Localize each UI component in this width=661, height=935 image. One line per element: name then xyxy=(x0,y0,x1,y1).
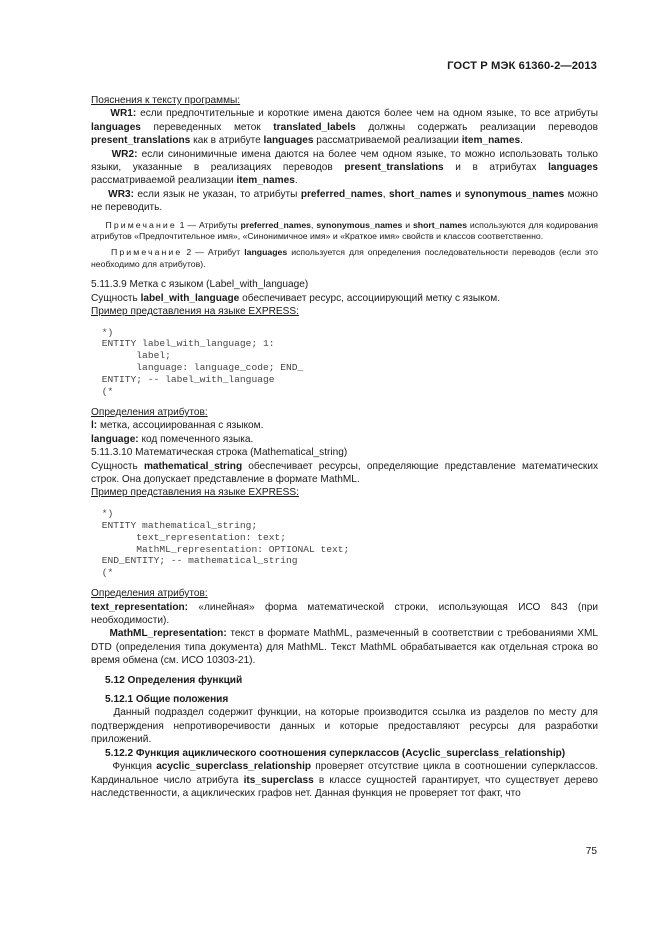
note-text: 1 — Атрибуты xyxy=(176,219,241,230)
attr-text: метка, ассоциированная с языком. xyxy=(97,420,264,432)
desc-text: обеспечивает ресурс, ассоциирующий метку с языком. xyxy=(239,292,501,304)
defs-title xyxy=(91,587,598,600)
code-line: text_representation: text; xyxy=(96,531,286,543)
wr2-text: и в атрибутах xyxy=(443,162,549,174)
defs-title xyxy=(91,406,598,419)
wr2-paragraph xyxy=(91,148,598,188)
attr-name: l: xyxy=(91,420,98,432)
wr2-text: рассматриваемой реализации xyxy=(91,175,237,187)
paragraph-text: Данный подраздел содержит функции, на которые производится ссылка из разделов по месту для подтверждения непротиворечивости данных и которые предоставляют ресурсы для разработки приложений. xyxy=(91,707,598,746)
code-line: MathML_representation: OPTIONAL text; xyxy=(96,543,350,555)
wr3-term: short_names xyxy=(389,188,452,200)
explanations-title-text: Пояснения к тексту программы: xyxy=(91,95,241,106)
section-5-11-3-10-heading: 5.11.3.10 Математическая строка (Mathematical_string) xyxy=(91,447,348,459)
wr1-text: если предпочтительные и короткие имена даются более чем на одном языке, то все атрибуты xyxy=(136,108,598,120)
attr-text: текст в формате MathML, размеченный в соответствии с требованиями XML DTD (определения типа документа) для MathML. Текст MathML обрабатывается как отдельная строка во время обмена (см. ИСО 10303-21). xyxy=(91,628,599,667)
desc-text: обеспечивает ресурсы, определяющие представление математических строк. Она допускает представление в формате MathML. xyxy=(91,460,599,485)
defs-title-text: Определения атрибутов: xyxy=(91,406,208,418)
document-id-header: ГОСТ Р МЭК 61360-2—2013 xyxy=(447,60,597,72)
wr1-text: . xyxy=(520,135,523,147)
wr1-label: WR1: xyxy=(110,108,137,120)
wr1-text: переведенных меток xyxy=(140,121,274,133)
wr2-term: languages xyxy=(548,162,598,174)
wr1-paragraph xyxy=(91,107,598,147)
section-5-11-3-9-heading: 5.11.3.9 Метка с языком (Label_with_language) xyxy=(91,279,309,291)
express-code-block xyxy=(91,508,598,579)
wr3-text: и xyxy=(451,188,465,200)
attr-def xyxy=(91,601,598,628)
heading-text: 5.12.2 Функция ациклического соотношения суперклассов (Acyclic_superclass_relationship) xyxy=(105,747,566,759)
wr1-term: item_names xyxy=(461,135,521,147)
code-line: language: language_code; END_ xyxy=(96,362,304,374)
section-5-12-2-heading xyxy=(91,747,598,760)
note-term: languages xyxy=(244,247,288,258)
section-5-12-1-heading xyxy=(91,693,598,706)
example-title-text: Пример представления на языке EXPRESS: xyxy=(91,487,299,499)
example-title xyxy=(91,305,598,318)
desc-term: mathematical_string xyxy=(143,460,243,472)
function-paragraph xyxy=(91,760,598,800)
desc-text: Сущность xyxy=(91,460,144,472)
heading-text: 5.12.1 Общие положения xyxy=(105,694,229,706)
general-paragraph xyxy=(91,706,598,746)
paragraph-text: Функция xyxy=(112,761,157,773)
paragraph-term: acyclic_superclass_relationship xyxy=(156,761,312,773)
mathematical-string-desc xyxy=(91,460,598,487)
code-line: ENTITY; -- label_with_language xyxy=(96,374,275,386)
page-number: 75 xyxy=(585,846,597,857)
attr-name: text_representation: xyxy=(91,601,189,613)
wr1-text: как в атрибуте xyxy=(190,135,264,147)
code-line: ENTITY mathematical_string; xyxy=(96,519,258,531)
attr-def xyxy=(91,627,598,667)
wr2-term: present_translations xyxy=(344,162,444,174)
wr1-text: рассматриваемой реализации xyxy=(313,135,462,147)
note-1 xyxy=(91,220,598,243)
note-term: short_names xyxy=(412,219,468,230)
wr2-term: item_names xyxy=(236,175,295,187)
note-label: Примечание xyxy=(111,247,183,258)
wr1-text: должны содержать реализации переводов xyxy=(355,121,598,133)
note-text: используются для кодирования атрибутов «Предпочтительное имя», «Синонимичное имя» и «Краткое имя» свойств и классов соответственно. xyxy=(91,219,599,242)
desc-text: Сущность xyxy=(91,292,141,304)
code-line: *) xyxy=(96,507,114,519)
wr3-text: если язык не указан, то атрибуты xyxy=(133,188,301,200)
defs-title-text: Определения атрибутов: xyxy=(91,588,208,600)
attr-text: код помеченного языка. xyxy=(138,433,254,445)
note-text: 2 — Атрибут xyxy=(182,247,245,258)
example-title-text: Пример представления на языке EXPRESS: xyxy=(91,306,299,318)
attr-def xyxy=(91,433,598,446)
express-code-block xyxy=(91,327,598,398)
paragraph-term: its_superclass xyxy=(243,774,314,786)
wr2-label: WR2: xyxy=(111,148,138,160)
wr3-text: , xyxy=(382,188,389,200)
code-line: (* xyxy=(96,567,114,579)
wr3-text: можно не переводить. xyxy=(91,188,599,214)
label-with-language-desc xyxy=(91,292,598,305)
attr-def xyxy=(91,419,598,432)
wr1-term: languages xyxy=(91,121,141,133)
code-line: END_ENTITY; -- mathematical_string xyxy=(96,555,298,567)
wr2-text: . xyxy=(294,175,298,187)
wr1-term: translated_labels xyxy=(273,121,356,133)
page-body xyxy=(91,94,598,800)
attr-text: «линейная» форма математической строки, использующая ИСО 843 (при необходимости). xyxy=(91,601,598,627)
explanations-title xyxy=(91,94,598,107)
code-line: (* xyxy=(96,386,114,398)
wr2-text: если синонимичные имена даются на более чем одном языке, то можно использовать только языки, указанные в реализациях переводов xyxy=(91,148,598,174)
attr-name: language: xyxy=(91,433,139,445)
note-term: synonymous_names xyxy=(316,219,403,230)
code-line: label; xyxy=(96,350,171,362)
wr3-paragraph xyxy=(91,188,598,215)
attr-name: MathML_representation: xyxy=(109,628,227,640)
paragraph-text: проверяет отсутствие цикла в соотношении суперклассов. Кардинальное число атрибута xyxy=(91,761,598,786)
note-term: preferred_names xyxy=(240,219,312,230)
code-line: *) xyxy=(96,326,114,338)
desc-term: label_with_language xyxy=(140,292,240,304)
code-line: ENTITY label_with_language; 1: xyxy=(96,338,275,350)
note-2 xyxy=(91,247,598,270)
note-text: , xyxy=(311,219,317,230)
paragraph-text: в классе сущностей гарантирует, что существует дерево наследственности, а ациклических графов нет. Данная функция не проверяет тот факт, что xyxy=(91,774,598,799)
example-title xyxy=(91,486,598,499)
wr1-term: languages xyxy=(263,135,314,147)
wr3-term: preferred_names xyxy=(300,188,383,200)
note-text: используется для определения последовательности переводов (если это необходимо для атрибутов). xyxy=(91,247,598,269)
section-5-12-heading xyxy=(91,674,598,687)
wr3-term: synonymous_names xyxy=(464,188,565,200)
note-text: и xyxy=(402,219,413,230)
note-label: Примечание xyxy=(105,219,177,230)
heading-text: 5.12 Определения функций xyxy=(105,674,243,686)
wr3-label: WR3: xyxy=(108,188,134,200)
wr1-term: present_translations xyxy=(91,135,191,147)
